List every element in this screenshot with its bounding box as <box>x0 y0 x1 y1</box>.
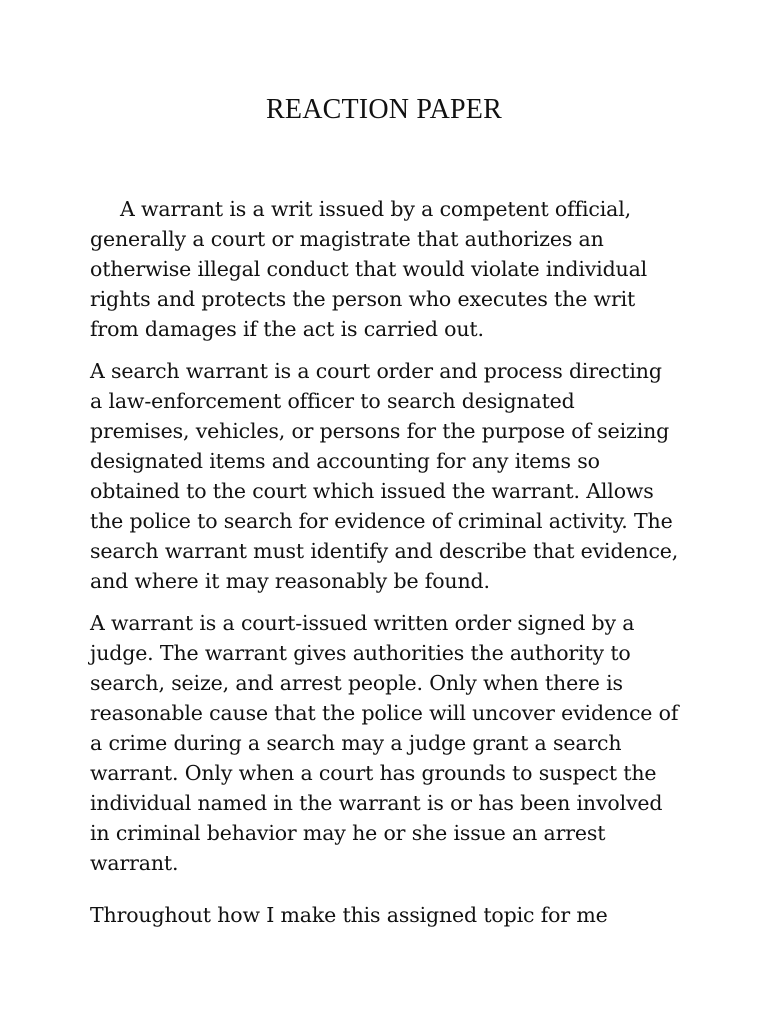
paragraph-search-warrant: A search warrant is a court order and process directing a law-enforcement officer to search designated premises, vehicles, or persons for the purpose of seizing designated items and accounting for any items so obtained to the court which issued the warrant. Allows the police to search for evidence of criminal activity. The search warrant must identify and describe that evidence, and where it may reasonably be found. <box>90 359 679 593</box>
page-title: REACTION PAPER <box>266 94 502 125</box>
paragraph-reflection-start: Throughout how I make this assigned topic for me <box>90 903 608 927</box>
paragraph-warrant-definition: A warrant is a writ issued by a competent official, generally a court or magistrate that authorizes an otherwise illegal conduct that would violate individual rights and protects the person who executes the writ from damages if the act is carried out. <box>90 197 648 341</box>
paragraph-court-issued-warrant: A warrant is a court-issued written order signed by a judge. The warrant gives authorities the authority to search, seize, and arrest people. Only when there is reasonable cause that the police will uncover evidence of a crime during a search may a judge grant a search warrant. Only when a court has grounds to suspect the individual named in the warrant is or has been involved in criminal behavior may he or she issue an arrest warrant. <box>90 611 679 875</box>
